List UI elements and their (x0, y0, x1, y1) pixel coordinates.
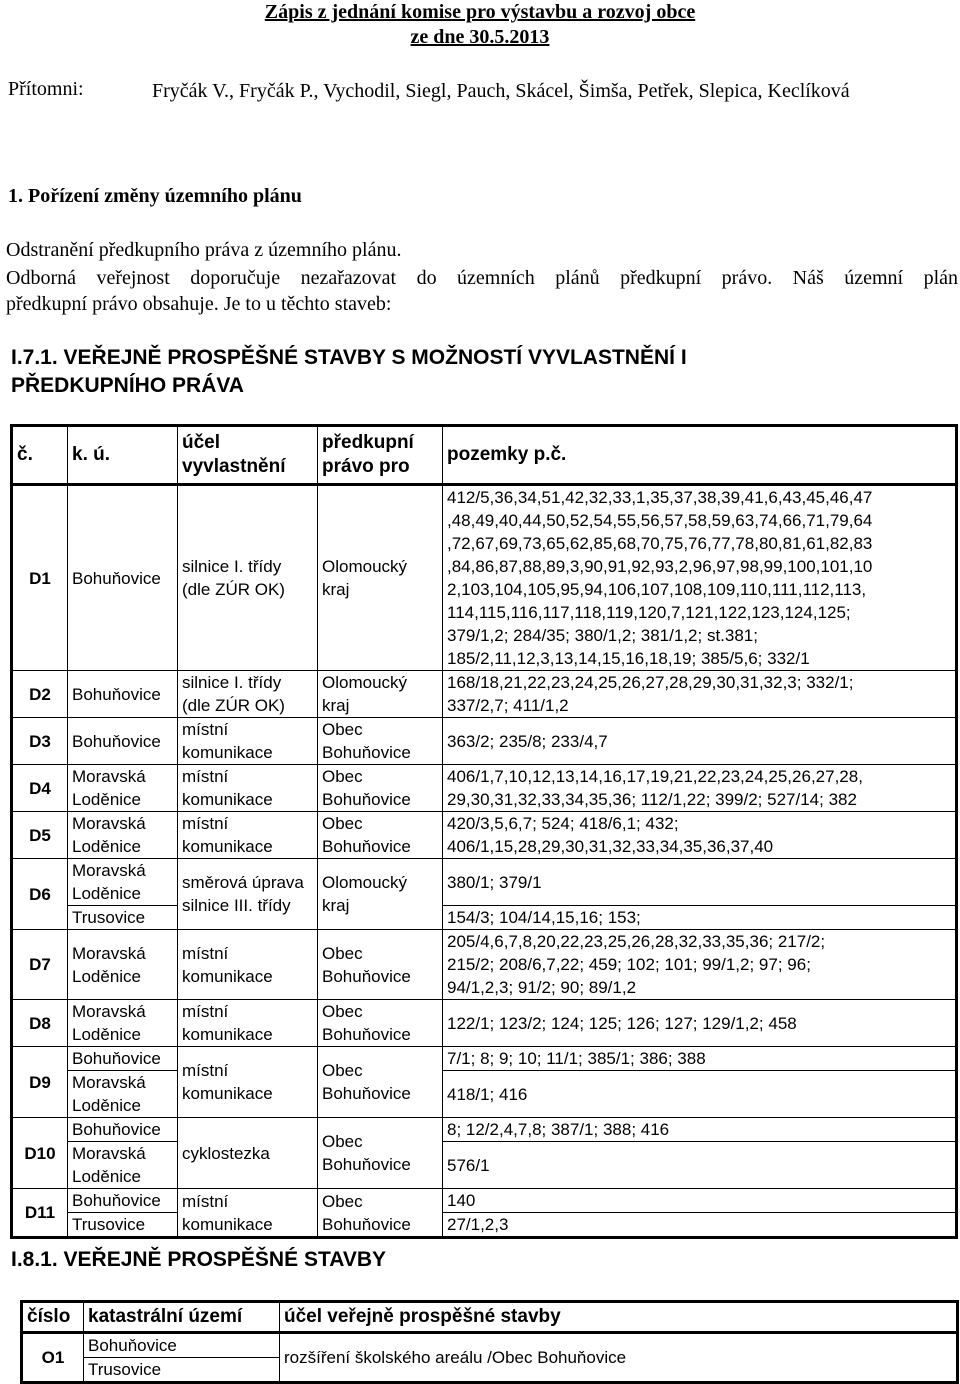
section-1-line-2b: předkupní právo obsahuje. Je to u těchto staveb: (6, 293, 392, 315)
table-row (22, 1333, 958, 1358)
row-no: D9 (12, 1047, 68, 1118)
row-preemption: Obec Bohuňovice (318, 1047, 443, 1118)
row-parcels (443, 1000, 957, 1047)
table-row (12, 1047, 957, 1071)
parcels-line: ,72,67,69,73,65,62,85,68,70,75,76,77,78,80,81,61,82,83 (447, 534, 873, 553)
table-row (12, 1189, 957, 1213)
col-header-number: číslo (22, 1302, 84, 1333)
row-no: D10 (12, 1118, 68, 1189)
table-row (12, 1071, 957, 1118)
row-parcels (443, 765, 957, 812)
row-ku: Moravská Loděnice (68, 859, 178, 906)
document-title: Zápis z jednání komise pro výstavbu a rozvoj obce (264, 1, 696, 23)
row-ku: Moravská Loděnice (68, 765, 178, 812)
col-header-public-purpose: účel veřejně prospěšné stavby (280, 1302, 958, 1333)
parcels-line: 185/2,11,12,3,13,14,15,16,18,19; 385/5,6; 332/1 (447, 649, 810, 668)
row-ku: Bohuňovice (68, 1118, 178, 1142)
col-header-preemption: předkupní právo pro (318, 426, 443, 485)
row-parcels (443, 930, 957, 1000)
row-purpose: místní komunikace (178, 1189, 318, 1238)
parcels-line: 2,103,104,105,95,94,106,107,108,109,110,111,112,113, (447, 580, 867, 599)
row-preemption: Olomoucký kraj (318, 859, 443, 930)
parcels-line: ,48,49,40,44,50,52,54,55,56,57,58,59,63,74,66,71,79,64 (447, 511, 873, 530)
row-ku: Bohuňovice (68, 671, 178, 718)
parcels-line: 337/2,7; 411/1,2 (447, 696, 569, 715)
table-row (12, 1118, 957, 1142)
col-header-cadastral-area: katastrální území (84, 1302, 280, 1333)
row-preemption: Olomoucký kraj (318, 485, 443, 671)
section-1-line-1: Odstranění předkupního práva z územního plánu. (6, 239, 402, 261)
attendance-label: Přítomni: (8, 78, 84, 100)
row-purpose: silnice I. třídy (dle ZÚR OK) (178, 671, 318, 718)
row-no: D7 (12, 930, 68, 1000)
row-ku: Moravská Loděnice (68, 930, 178, 1000)
table-row (12, 1213, 957, 1238)
parcels-line: 363/2; 235/8; 233/4,7 (447, 731, 608, 751)
row-preemption: Obec Bohuňovice (318, 1000, 443, 1047)
row-no: D6 (12, 859, 68, 930)
col-header-no: č. (12, 426, 68, 485)
row-ku: Moravská Loděnice (68, 1071, 178, 1118)
row-parcels: 418/1; 416 (443, 1071, 957, 1118)
parcels-line: 406/1,7,10,12,13,14,16,17,19,21,22,23,24,25,26,27,28, (447, 767, 863, 786)
parcels-line: 379/1,2; 284/35; 380/1,2; 381/1,2; st.381; (447, 626, 758, 645)
plan-table-1-heading-line-2: PŘEDKUPNÍHO PRÁVA (11, 374, 244, 397)
plan-table-2 (20, 1300, 959, 1384)
row-purpose: místní komunikace (178, 812, 318, 859)
row-no: D3 (12, 718, 68, 765)
row-preemption: Obec Bohuňovice (318, 718, 443, 765)
section-1-paragraph (6, 265, 958, 317)
plan-table-1-heading-line-1: I.7.1. VEŘEJNĚ PROSPĚŠNÉ STAVBY S MOŽNOSTÍ VYVLASTNĚNÍ I (11, 346, 687, 369)
row-area: Trusovice (84, 1358, 280, 1383)
table-row (12, 485, 957, 671)
row-no: O1 (22, 1333, 84, 1383)
plan-table-2-heading: I.8.1. VEŘEJNĚ PROSPĚŠNÉ STAVBY (11, 1248, 387, 1271)
row-ku: Moravská Loděnice (68, 1000, 178, 1047)
row-preemption: Obec Bohuňovice (318, 1118, 443, 1189)
parcels-line: 412/5,36,34,51,42,32,33,1,35,37,38,39,41,6,43,45,46,47 (447, 488, 873, 507)
table-row (12, 859, 957, 906)
row-ku: Trusovice (68, 1213, 178, 1238)
row-parcels: 576/1 (443, 1142, 957, 1189)
row-purpose: místní komunikace (178, 1000, 318, 1047)
row-no: D11 (12, 1189, 68, 1238)
parcels-line: ,84,86,87,88,89,3,90,91,92,93,2,96,97,98,99,100,101,10 (447, 557, 873, 576)
row-ku: Bohuňovice (68, 718, 178, 765)
row-parcels: 7/1; 8; 9; 10; 11/1; 385/1; 386; 388 (443, 1047, 957, 1071)
row-no: D1 (12, 485, 68, 671)
row-ku: Trusovice (68, 906, 178, 930)
row-ku: Moravská Loděnice (68, 1142, 178, 1189)
row-purpose: rozšíření školského areálu /Obec Bohuňovice (280, 1333, 958, 1383)
table-row (12, 906, 957, 930)
row-parcels: 154/3; 104/14,15,16; 153; (443, 906, 957, 930)
row-parcels: 27/1,2,3 (443, 1213, 957, 1238)
parcels-line: 168/18,21,22,23,24,25,26,27,28,29,30,31,32,3; 332/1; (447, 673, 854, 692)
row-parcels (443, 812, 957, 859)
table-row (12, 671, 957, 718)
row-purpose: místní komunikace (178, 930, 318, 1000)
row-area: Bohuňovice (84, 1333, 280, 1358)
row-ku: Bohuňovice (68, 1047, 178, 1071)
plan-table-1 (10, 424, 958, 1239)
row-parcels: 140 (443, 1189, 957, 1213)
row-no: D2 (12, 671, 68, 718)
row-parcels (443, 671, 957, 718)
col-header-purpose: účel vyvlastnění (178, 426, 318, 485)
table-row (12, 1000, 957, 1047)
parcels-line: 114,115,116,117,118,119,120,7,121,122,123,124,125; (447, 603, 851, 622)
row-no: D4 (12, 765, 68, 812)
table-row (12, 812, 957, 859)
row-preemption: Obec Bohuňovice (318, 930, 443, 1000)
row-purpose: silnice I. třídy (dle ZÚR OK) (178, 485, 318, 671)
parcels-line: 215/2; 208/6,7,22; 459; 102; 101; 99/1,2; 97; 96; (447, 955, 811, 974)
row-purpose: směrová úprava silnice III. třídy (178, 859, 318, 930)
row-parcels (443, 485, 957, 671)
row-purpose: místní komunikace (178, 718, 318, 765)
row-preemption: Olomoucký kraj (318, 671, 443, 718)
row-no: D8 (12, 1000, 68, 1047)
row-preemption: Obec Bohuňovice (318, 812, 443, 859)
row-purpose: místní komunikace (178, 765, 318, 812)
row-preemption: Obec Bohuňovice (318, 1189, 443, 1238)
parcels-line: 94/1,2,3; 91/2; 90; 89/1,2 (447, 978, 637, 997)
parcels-line: 205/4,6,7,8,20,22,23,25,26,28,32,33,35,36; 217/2; (447, 932, 826, 951)
row-parcels: 380/1; 379/1 (443, 859, 957, 906)
row-purpose: cyklostezka (178, 1118, 318, 1189)
document-date: ze dne 30.5.2013 (410, 26, 550, 48)
section-1-heading: 1. Pořízení změny územního plánu (8, 185, 302, 207)
attendance-names: Fryčák V., Fryčák P., Vychodil, Siegl, Pauch, Skácel, Šimša, Petřek, Slepica, Keclíková (152, 80, 850, 102)
parcels-line: 29,30,31,32,33,34,35,36; 112/1,22; 399/2; 527/14; 382 (447, 790, 857, 809)
row-parcels (443, 718, 957, 765)
row-preemption: Obec Bohuňovice (318, 765, 443, 812)
parcels-line: 406/1,15,28,29,30,31,32,33,34,35,36,37,40 (447, 837, 774, 856)
section-1-line-2a: Odborná veřejnost doporučuje nezařazovat do územních plánů předkupní právo. Náš územní plán (6, 267, 958, 289)
parcels-line: 122/1; 123/2; 124; 125; 126; 127; 129/1,2; 458 (447, 1013, 797, 1033)
row-purpose: místní komunikace (178, 1047, 318, 1118)
row-ku: Bohuňovice (68, 485, 178, 671)
table-row (12, 1142, 957, 1189)
table-header-row (22, 1302, 958, 1333)
table-header-row (12, 426, 957, 485)
col-header-parcels: pozemky p.č. (443, 426, 957, 485)
row-ku: Moravská Loděnice (68, 812, 178, 859)
table-row (12, 718, 957, 765)
row-parcels: 8; 12/2,4,7,8; 387/1; 388; 416 (443, 1118, 957, 1142)
parcels-line: 420/3,5,6,7; 524; 418/6,1; 432; (447, 814, 679, 833)
table-row (12, 765, 957, 812)
col-header-ku: k. ú. (68, 426, 178, 485)
row-ku: Bohuňovice (68, 1189, 178, 1213)
row-no: D5 (12, 812, 68, 859)
table-row (12, 930, 957, 1000)
